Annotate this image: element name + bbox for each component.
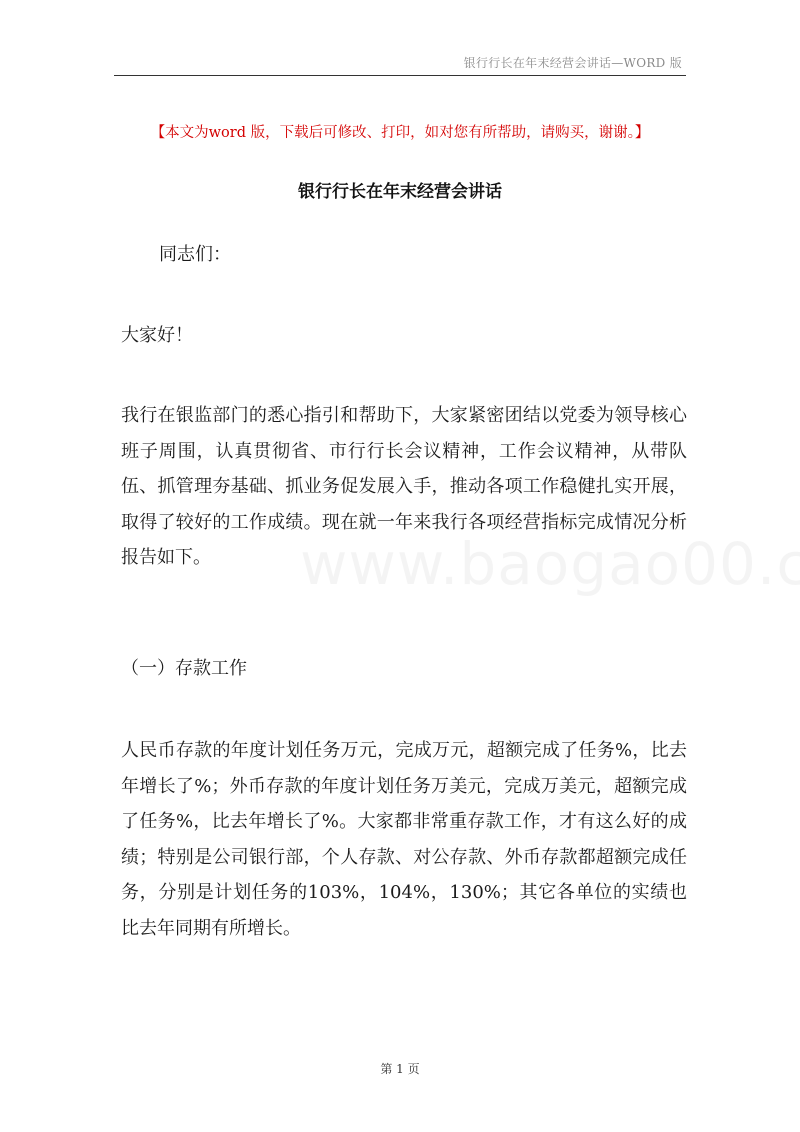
running-header-title: 银行行长在年末经营会讲话—WORD 版 bbox=[463, 56, 682, 70]
page-number-footer: 第 1 页 bbox=[380, 1062, 420, 1076]
header-divider bbox=[114, 75, 686, 76]
greeting-paragraph: 大家好！ bbox=[121, 325, 193, 346]
intro-paragraph: 我行在银监部门的悉心指引和帮助下，大家紧密团结以党委为领导核心班子周围，认真贯彻省、市行行长会议精神，工作会议精神，从带队伍、抓管理夯基础、抓业务促发展入手，推动各项工作稳健扎实开展，取得了较好的工作成绩。现在就一年来我行各项经营指标完成情况分析报告如下。 bbox=[121, 405, 687, 568]
section-heading-deposits: （一）存款工作 bbox=[121, 658, 247, 679]
document-title: 银行行长在年末经营会讲话 bbox=[298, 182, 502, 202]
salutation-paragraph: 同志们： bbox=[159, 244, 231, 265]
purchase-notice: 【本文为word 版，下载后可修改、打印，如对您有所帮助，请购买，谢谢。】 bbox=[150, 125, 650, 141]
deposits-paragraph: 人民币存款的年度计划任务万元，完成万元，超额完成了任务%，比去年增长了%；外币存款的年度计划任务万美元，完成万美元，超额完成了任务%，比去年增长了%。大家都非常重存款工作，才有这么好的成绩；特别是公司银行部，个人存款、对公存款、外币存款都超额完成任务，分别是计划任务的103%，104%，130%；其它各单位的实绩也比去年同期有所增长。 bbox=[121, 740, 687, 939]
